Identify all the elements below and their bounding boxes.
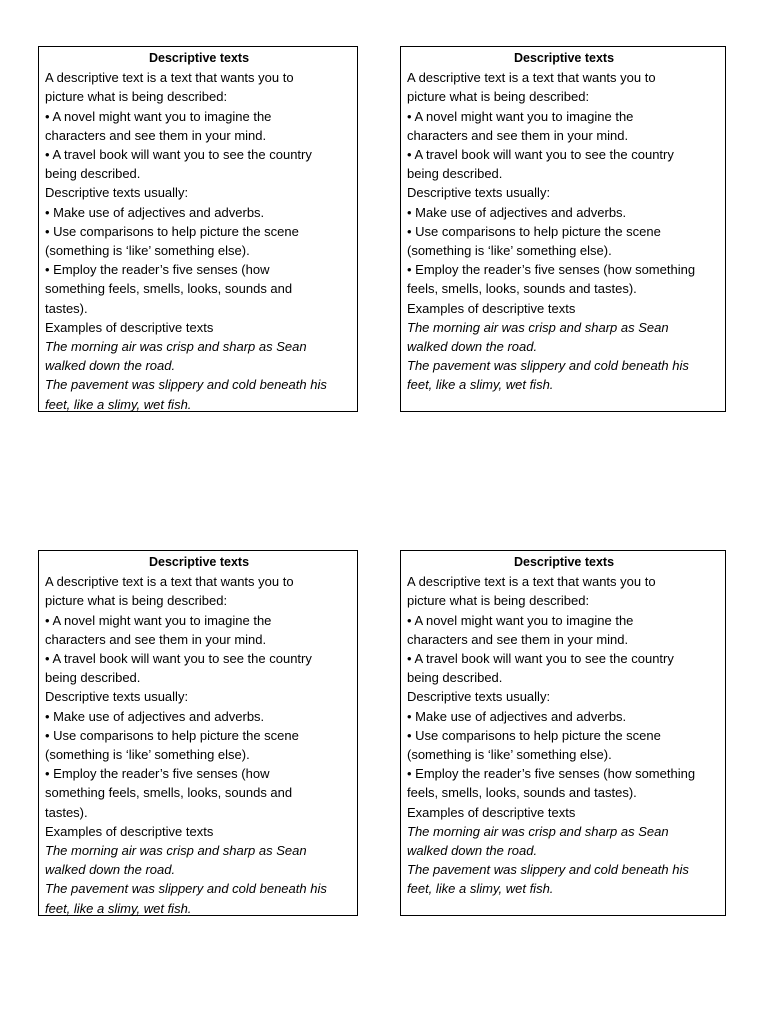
text-line: being described. — [45, 670, 141, 686]
text-line: picture what is being described: — [45, 89, 228, 105]
card-bottom-left — [38, 550, 358, 916]
example-sentence-line: feet, like a slimy, wet fish. — [407, 881, 554, 897]
example-sentence-line: feet, like a slimy, wet fish. — [45, 396, 192, 412]
example-sentence-line: The pavement was slippery and cold beneath his — [45, 881, 327, 897]
text-line: • A travel book will want you to see the country — [45, 147, 312, 163]
card-top-left — [38, 46, 358, 412]
example-sentence-line: walked down the road. — [407, 339, 538, 355]
text-line: • Employ the reader’s five senses (how — [45, 262, 270, 278]
text-line: something feels, smells, looks, sounds and — [45, 281, 293, 297]
text-line: • Make use of adjectives and adverbs. — [45, 204, 265, 220]
example-sentence-line: feet, like a slimy, wet fish. — [45, 900, 192, 916]
text-line: • Use comparisons to help picture the scene — [407, 223, 661, 239]
example-sentence-line: The pavement was slippery and cold beneath his — [407, 358, 689, 374]
text-line: • A novel might want you to imagine the — [407, 108, 634, 124]
example-sentence-line: The pavement was slippery and cold beneath his — [407, 862, 689, 878]
card-body — [407, 68, 721, 394]
text-line: Descriptive texts usually: — [45, 689, 189, 705]
example-sentence-line: feet, like a slimy, wet fish. — [407, 377, 554, 393]
text-line: Descriptive texts usually: — [407, 185, 551, 201]
card-title: Descriptive texts — [513, 51, 615, 65]
example-sentence-line: The morning air was crisp and sharp as Sean — [45, 843, 307, 859]
example-sentence-line: walked down the road. — [45, 358, 176, 374]
text-line: feels, smells, looks, sounds and tastes). — [407, 281, 637, 297]
text-line: being described. — [407, 670, 503, 686]
text-line: • A novel might want you to imagine the — [407, 612, 634, 628]
card-body — [407, 572, 721, 898]
text-line: • Make use of adjectives and adverbs. — [45, 708, 265, 724]
text-line: A descriptive text is a text that wants you to — [45, 70, 294, 86]
text-line: characters and see them in your mind. — [45, 127, 267, 143]
text-line: being described. — [45, 166, 141, 182]
example-sentence-line: The pavement was slippery and cold beneath his — [45, 377, 327, 393]
text-line: Examples of descriptive texts — [45, 823, 214, 839]
text-line: Examples of descriptive texts — [407, 804, 576, 820]
text-line: A descriptive text is a text that wants you to — [407, 70, 656, 86]
example-sentence-line: The morning air was crisp and sharp as Sean — [407, 319, 669, 335]
card-top-right — [400, 46, 726, 412]
text-line: tastes). — [45, 804, 88, 820]
text-line: (something is ‘like’ something else). — [407, 243, 612, 259]
text-line: • Use comparisons to help picture the scene — [45, 223, 299, 239]
card-title: Descriptive texts — [513, 555, 615, 569]
text-line: • Make use of adjectives and adverbs. — [407, 708, 627, 724]
example-sentence-line: walked down the road. — [407, 843, 538, 859]
text-line: Descriptive texts usually: — [407, 689, 551, 705]
text-line: feels, smells, looks, sounds and tastes). — [407, 785, 637, 801]
text-line: picture what is being described: — [407, 89, 590, 105]
card-title: Descriptive texts — [148, 51, 250, 65]
text-line: • Use comparisons to help picture the scene — [45, 727, 299, 743]
example-sentence-line: The morning air was crisp and sharp as Sean — [45, 339, 307, 355]
card-body — [45, 572, 353, 916]
text-line: something feels, smells, looks, sounds and — [45, 785, 293, 801]
text-line: characters and see them in your mind. — [45, 631, 267, 647]
text-line: • Make use of adjectives and adverbs. — [407, 204, 627, 220]
text-line: being described. — [407, 166, 503, 182]
text-line: tastes). — [45, 300, 88, 316]
example-sentence-line: walked down the road. — [45, 862, 176, 878]
text-line: (something is ‘like’ something else). — [45, 243, 250, 259]
text-line: • A novel might want you to imagine the — [45, 108, 272, 124]
text-line: characters and see them in your mind. — [407, 127, 629, 143]
text-line: • Employ the reader’s five senses (how something — [407, 766, 696, 782]
text-line: A descriptive text is a text that wants you to — [45, 574, 294, 590]
text-line: (something is ‘like’ something else). — [45, 747, 250, 763]
text-line: A descriptive text is a text that wants you to — [407, 574, 656, 590]
text-line: picture what is being described: — [45, 593, 228, 609]
card-body — [45, 68, 353, 412]
text-line: picture what is being described: — [407, 593, 590, 609]
text-line: • Use comparisons to help picture the scene — [407, 727, 661, 743]
text-line: Examples of descriptive texts — [407, 300, 576, 316]
card-bottom-right — [400, 550, 726, 916]
text-line: • Employ the reader’s five senses (how something — [407, 262, 696, 278]
text-line: Examples of descriptive texts — [45, 319, 214, 335]
text-line: • Employ the reader’s five senses (how — [45, 766, 270, 782]
text-line: • A travel book will want you to see the country — [407, 147, 674, 163]
text-line: Descriptive texts usually: — [45, 185, 189, 201]
text-line: • A travel book will want you to see the country — [407, 651, 674, 667]
example-sentence-line: The morning air was crisp and sharp as Sean — [407, 823, 669, 839]
text-line: (something is ‘like’ something else). — [407, 747, 612, 763]
card-title: Descriptive texts — [148, 555, 250, 569]
text-line: • A travel book will want you to see the country — [45, 651, 312, 667]
text-line: • A novel might want you to imagine the — [45, 612, 272, 628]
text-line: characters and see them in your mind. — [407, 631, 629, 647]
